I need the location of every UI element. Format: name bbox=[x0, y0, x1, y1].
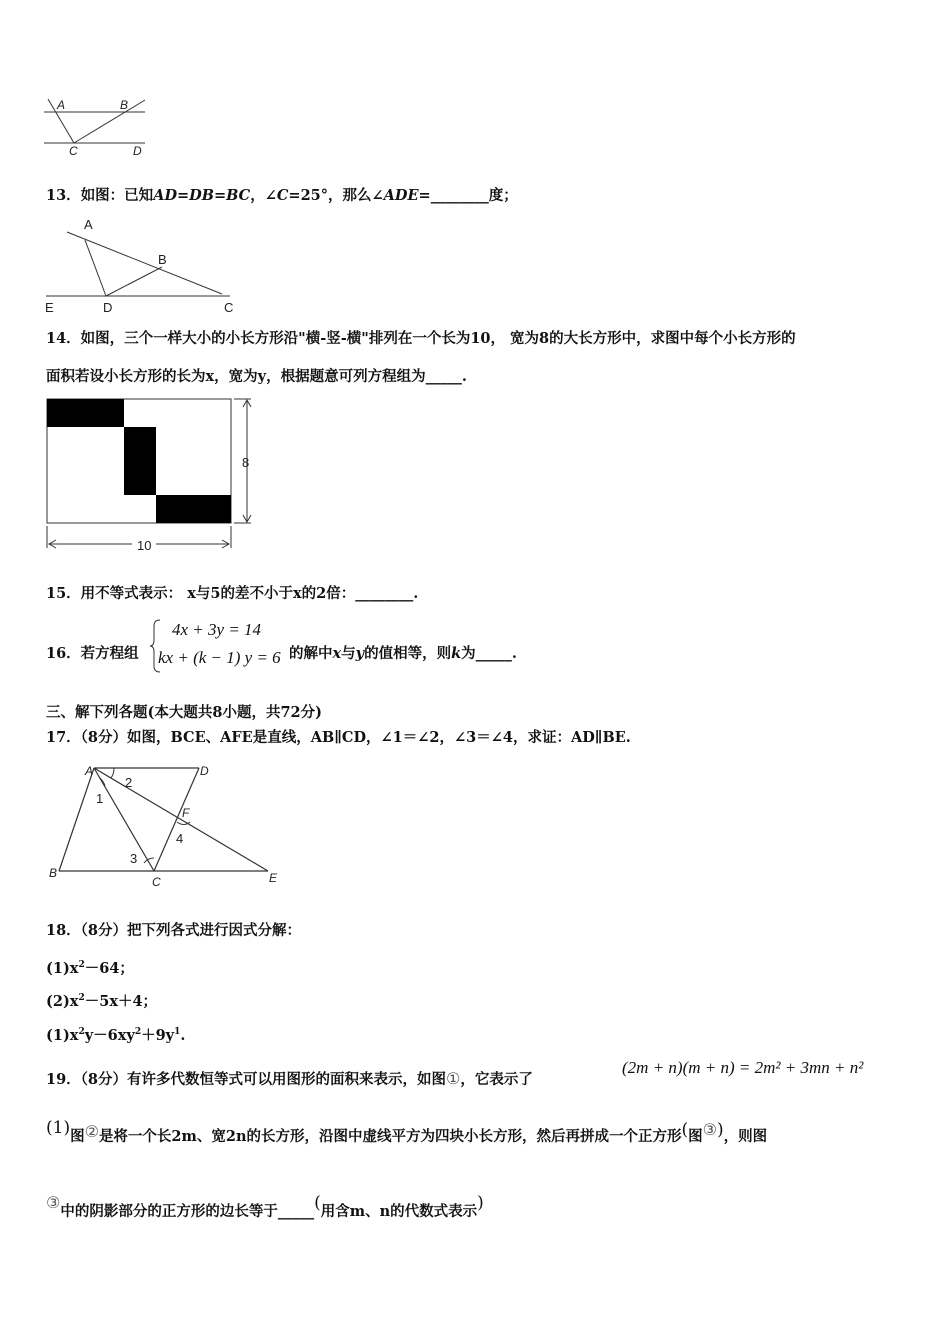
fig17-label-b: B bbox=[49, 866, 58, 880]
identity-formula: (2m + n)(m + n) = 2m² + 3mn + n² bbox=[622, 1058, 864, 1077]
question-14-line2: 面积若设小长方形的长为x，宽为y，根据题意可列方程组为_____. bbox=[46, 368, 467, 385]
fig17-angle-3: 3 bbox=[130, 851, 138, 866]
fig13-label-d: D bbox=[103, 300, 113, 315]
fig12-label-c: C bbox=[69, 144, 78, 158]
question-18: 18．（8分）把下列各式进行因式分解： bbox=[46, 922, 302, 939]
system-equation-2: kx + (k − 1) y = 6 bbox=[158, 648, 281, 667]
geometry-figure-17 bbox=[44, 758, 289, 893]
parallel-lines-figure bbox=[40, 95, 160, 160]
question-16-suffix: 的解中x与y的值相等，则k为_____. bbox=[289, 645, 517, 662]
question-15: 15．用不等式表示： x与5的差不小于x的2倍：________. bbox=[46, 585, 419, 602]
triangle-figure-13 bbox=[40, 212, 250, 317]
fig17-label-f: F bbox=[182, 806, 190, 820]
question-18-item-3: $(1)x^2y-6xy^2+9y^1$. bbox=[46, 1026, 186, 1044]
fig17-label-a: A bbox=[85, 764, 94, 778]
system-equation-1: 4x + 3y = 14 bbox=[172, 620, 262, 639]
question-13: 13．如图：已知AD=DB=BC，∠C=25°，那么∠ADE=________度； bbox=[46, 187, 518, 204]
question-19-line1: 19．（8分）有许多代数恒等式可以用图形的面积来表示，如图①，它表示了 bbox=[46, 1069, 533, 1088]
question-16-prefix: 16．若方程组 bbox=[46, 645, 139, 662]
figure-ref-3: ③ bbox=[702, 1120, 717, 1139]
question-19-line3: ③中的阴影部分的正方形的边长等于_____(用含m、n的代数式表示) bbox=[46, 1193, 484, 1220]
fig14-width-label: 10 bbox=[137, 538, 152, 553]
fig12-label-b: B bbox=[120, 98, 129, 112]
question-19-line2: (1)图②是将一个长2m、宽2n的长方形，沿图中虚线平方为四块小长方形，然后再拼成一个正方形(图③)，则图 bbox=[46, 1118, 768, 1145]
fig14-height-label: 8 bbox=[242, 455, 250, 470]
question-18-item-2: $(2)x^2-5x+4$； bbox=[46, 992, 158, 1010]
figure-ref-1: ① bbox=[446, 1069, 461, 1088]
fig13-label-e: E bbox=[45, 300, 54, 315]
fig12-label-d: D bbox=[133, 144, 142, 158]
section-3-title: 三、解下列各题(本大题共8小题，共72分) bbox=[46, 704, 322, 721]
question-17: 17．（8分）如图，BCE、AFE是直线，AB∥CD，∠1＝∠2，∠3＝∠4，求证：AD∥BE. bbox=[46, 729, 631, 746]
fig17-angle-4: 4 bbox=[176, 831, 184, 846]
fig13-label-a: A bbox=[84, 217, 93, 232]
question-18-item-1: $(1)x^2-64$； bbox=[46, 959, 134, 977]
fig17-angle-1: 1 bbox=[96, 791, 104, 806]
fig17-label-e: E bbox=[269, 871, 278, 885]
fig17-angle-2: 2 bbox=[125, 775, 133, 790]
rectangles-figure-14 bbox=[44, 396, 259, 556]
fig12-label-a: A bbox=[57, 98, 66, 112]
fig17-label-d: D bbox=[200, 764, 209, 778]
question-14-line1: 14．如图，三个一样大小的小长方形沿"横-竖-横"排列在一个长为10， 宽为8的大长方形中，求图中每个小长方形的 bbox=[46, 330, 796, 347]
fig13-label-c: C bbox=[224, 300, 234, 315]
figure-ref-2: ② bbox=[84, 1122, 99, 1141]
fig13-label-b: B bbox=[158, 252, 167, 267]
figure-ref-3b: ③ bbox=[46, 1193, 61, 1212]
fig17-label-c: C bbox=[152, 875, 161, 889]
